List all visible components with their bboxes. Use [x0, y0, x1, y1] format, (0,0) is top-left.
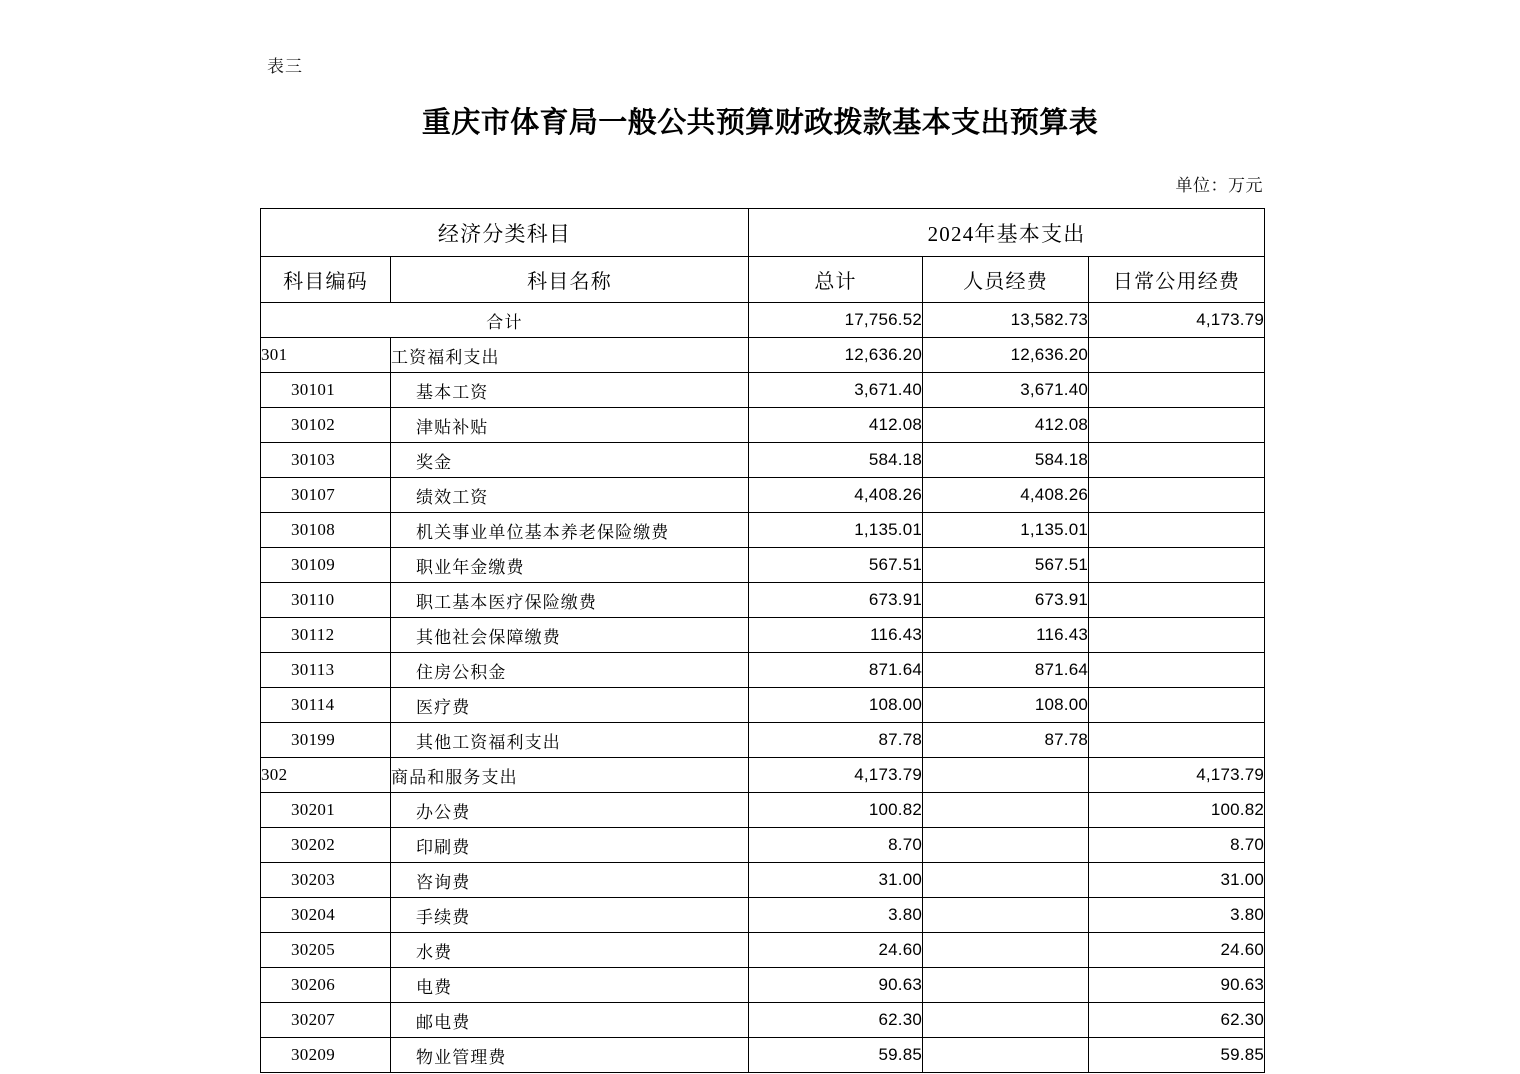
cell-personnel: [923, 828, 1089, 863]
cell-subject-code: 302: [261, 758, 391, 793]
cell-subject-code: 30102: [261, 408, 391, 443]
cell-personnel: 87.78: [923, 723, 1089, 758]
cell-daily: [1089, 688, 1265, 723]
table-row: [261, 968, 1265, 1003]
cell-subject-code: 30112: [261, 618, 391, 653]
cell-daily: [1089, 338, 1265, 373]
cell-personnel: [923, 1038, 1089, 1073]
table-row: [261, 408, 1265, 443]
cell-total: 24.60: [749, 933, 923, 968]
cell-personnel: 567.51: [923, 548, 1089, 583]
cell-subject-code: 30203: [261, 863, 391, 898]
cell-subject-code: 30206: [261, 968, 391, 1003]
cell-subject-code: 30114: [261, 688, 391, 723]
cell-subject-name: 水费: [391, 933, 749, 968]
cell-personnel: 1,135.01: [923, 513, 1089, 548]
table-body: [261, 338, 1265, 1073]
cell-daily: 8.70: [1089, 828, 1265, 863]
budget-table-container: [260, 208, 1264, 1073]
budget-table: [260, 208, 1265, 1073]
cell-total: 3.80: [749, 898, 923, 933]
total-row-total: 17,756.52: [749, 303, 923, 338]
table-row: [261, 758, 1265, 793]
total-row-label: 合计: [261, 303, 749, 338]
cell-personnel: 3,671.40: [923, 373, 1089, 408]
table-row: [261, 338, 1265, 373]
cell-subject-name: 医疗费: [391, 688, 749, 723]
cell-daily: [1089, 618, 1265, 653]
cell-daily: 31.00: [1089, 863, 1265, 898]
cell-daily: [1089, 653, 1265, 688]
cell-daily: 24.60: [1089, 933, 1265, 968]
table-row: [261, 618, 1265, 653]
table-row: [261, 653, 1265, 688]
cell-personnel: 584.18: [923, 443, 1089, 478]
cell-personnel: 673.91: [923, 583, 1089, 618]
cell-subject-code: 30201: [261, 793, 391, 828]
cell-subject-name: 其他社会保障缴费: [391, 618, 749, 653]
cell-total: 584.18: [749, 443, 923, 478]
table-row: [261, 1003, 1265, 1038]
cell-subject-name: 其他工资福利支出: [391, 723, 749, 758]
cell-subject-name: 基本工资: [391, 373, 749, 408]
sheet-label: 表三: [267, 57, 303, 76]
cell-total: 116.43: [749, 618, 923, 653]
table-row: [261, 793, 1265, 828]
cell-total: 90.63: [749, 968, 923, 1003]
cell-subject-code: 30109: [261, 548, 391, 583]
table-row: [261, 863, 1265, 898]
cell-subject-name: 工资福利支出: [391, 338, 749, 373]
cell-total: 412.08: [749, 408, 923, 443]
cell-total: 12,636.20: [749, 338, 923, 373]
cell-subject-name: 职工基本医疗保险缴费: [391, 583, 749, 618]
table-row: [261, 723, 1265, 758]
table-row: [261, 933, 1265, 968]
cell-total: 1,135.01: [749, 513, 923, 548]
cell-personnel: [923, 758, 1089, 793]
cell-total: 871.64: [749, 653, 923, 688]
total-row-daily: 4,173.79: [1089, 303, 1265, 338]
table-row: [261, 583, 1265, 618]
cell-total: 673.91: [749, 583, 923, 618]
cell-subject-name: 手续费: [391, 898, 749, 933]
cell-subject-name: 奖金: [391, 443, 749, 478]
table-row: [261, 478, 1265, 513]
cell-daily: [1089, 513, 1265, 548]
cell-subject-code: 30101: [261, 373, 391, 408]
cell-total: 4,408.26: [749, 478, 923, 513]
cell-total: 87.78: [749, 723, 923, 758]
cell-total: 108.00: [749, 688, 923, 723]
cell-personnel: 116.43: [923, 618, 1089, 653]
cell-subject-code: 30202: [261, 828, 391, 863]
cell-total: 567.51: [749, 548, 923, 583]
table-header-top-row: [261, 209, 1265, 257]
unit-note: 单位：万元: [1175, 176, 1263, 195]
cell-personnel: [923, 898, 1089, 933]
cell-personnel: [923, 968, 1089, 1003]
cell-daily: 62.30: [1089, 1003, 1265, 1038]
cell-daily: [1089, 408, 1265, 443]
cell-subject-code: 30209: [261, 1038, 391, 1073]
cell-personnel: [923, 863, 1089, 898]
cell-subject-name: 办公费: [391, 793, 749, 828]
cell-daily: [1089, 723, 1265, 758]
header-daily: 日常公用经费: [1089, 257, 1265, 303]
cell-personnel: [923, 933, 1089, 968]
cell-subject-name: 职业年金缴费: [391, 548, 749, 583]
cell-subject-name: 电费: [391, 968, 749, 1003]
cell-subject-name: 住房公积金: [391, 653, 749, 688]
table-row: [261, 1038, 1265, 1073]
cell-daily: [1089, 373, 1265, 408]
cell-subject-code: 30207: [261, 1003, 391, 1038]
table-row: [261, 688, 1265, 723]
cell-subject-code: 30205: [261, 933, 391, 968]
cell-total: 100.82: [749, 793, 923, 828]
cell-daily: [1089, 548, 1265, 583]
cell-personnel: [923, 793, 1089, 828]
cell-personnel: 12,636.20: [923, 338, 1089, 373]
table-header-sub-row: [261, 257, 1265, 303]
cell-subject-name: 机关事业单位基本养老保险缴费: [391, 513, 749, 548]
header-name: 科目名称: [391, 257, 749, 303]
cell-total: 8.70: [749, 828, 923, 863]
cell-subject-name: 印刷费: [391, 828, 749, 863]
header-year-group: 2024年基本支出: [749, 209, 1265, 257]
cell-subject-code: 30108: [261, 513, 391, 548]
cell-subject-name: 邮电费: [391, 1003, 749, 1038]
cell-subject-name: 商品和服务支出: [391, 758, 749, 793]
page-title: 重庆市体育局一般公共预算财政拨款基本支出预算表: [421, 107, 1099, 139]
cell-daily: [1089, 443, 1265, 478]
header-code: 科目编码: [261, 257, 391, 303]
table-row: [261, 513, 1265, 548]
table-row: [261, 898, 1265, 933]
cell-daily: 100.82: [1089, 793, 1265, 828]
cell-total: 62.30: [749, 1003, 923, 1038]
header-personnel: 人员经费: [923, 257, 1089, 303]
cell-daily: 90.63: [1089, 968, 1265, 1003]
cell-total: 4,173.79: [749, 758, 923, 793]
cell-personnel: 871.64: [923, 653, 1089, 688]
cell-personnel: 412.08: [923, 408, 1089, 443]
cell-subject-code: 30204: [261, 898, 391, 933]
cell-subject-code: 30113: [261, 653, 391, 688]
cell-daily: [1089, 583, 1265, 618]
table-row: [261, 828, 1265, 863]
cell-daily: [1089, 478, 1265, 513]
cell-subject-code: 30107: [261, 478, 391, 513]
cell-subject-name: 咨询费: [391, 863, 749, 898]
header-subject-group: 经济分类科目: [261, 209, 749, 257]
cell-subject-name: 物业管理费: [391, 1038, 749, 1073]
cell-subject-code: 30199: [261, 723, 391, 758]
table-total-row: [261, 303, 1265, 338]
cell-subject-code: 30110: [261, 583, 391, 618]
cell-personnel: [923, 1003, 1089, 1038]
total-row-personnel: 13,582.73: [923, 303, 1089, 338]
header-total: 总计: [749, 257, 923, 303]
cell-daily: 4,173.79: [1089, 758, 1265, 793]
cell-subject-code: 301: [261, 338, 391, 373]
table-row: [261, 373, 1265, 408]
cell-total: 31.00: [749, 863, 923, 898]
cell-subject-code: 30103: [261, 443, 391, 478]
cell-subject-name: 绩效工资: [391, 478, 749, 513]
cell-personnel: 4,408.26: [923, 478, 1089, 513]
cell-personnel: 108.00: [923, 688, 1089, 723]
cell-total: 3,671.40: [749, 373, 923, 408]
table-row: [261, 443, 1265, 478]
cell-daily: 59.85: [1089, 1038, 1265, 1073]
cell-total: 59.85: [749, 1038, 923, 1073]
cell-subject-name: 津贴补贴: [391, 408, 749, 443]
cell-daily: 3.80: [1089, 898, 1265, 933]
table-row: [261, 548, 1265, 583]
